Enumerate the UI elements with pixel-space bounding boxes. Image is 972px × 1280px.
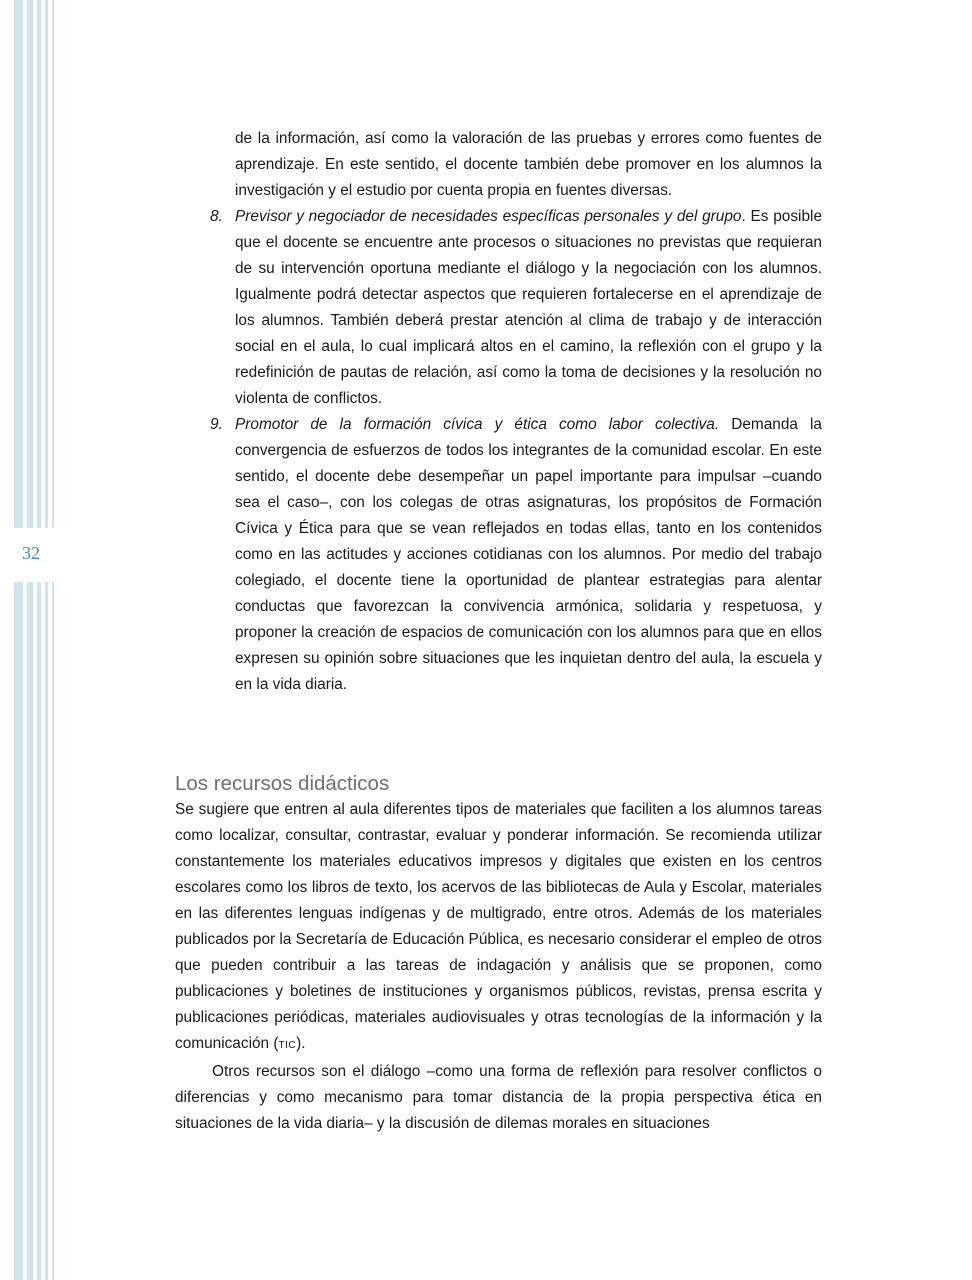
list-item-body (235, 412, 822, 698)
list-item-body (235, 204, 822, 412)
list-item-lead: Previsor y negociador de necesidades específicas personales y del grupo (235, 208, 742, 225)
page-number: 32 (22, 543, 40, 563)
margin-stripe (27, 0, 33, 1280)
page-content (175, 126, 822, 1137)
list-item-text: Demanda la convergencia de esfuerzos de todos los integrantes de la comunidad escolar. En este sentido, el docente debe desempeñar un papel importante para impulsar –cuando sea el caso–, con los colegas de otras asignaturas, los propósitos de Formación Cívica y Ética para que se vean reflejados en todas ellas, tanto en los contenidos como en las actitudes y acciones cotidianas con los alumnos. Por medio del trabajo colegiado, el docente tiene la oportunidad de plantear estrategias para alentar conductas que favorezcan la convivencia armónica, solidaria y respetuosa, y proponer la creación de espacios de comunicación con los alumnos para que en ellos expresen su opinión sobre situaciones que les inquietan dentro del aula, la escuela y en la vida diaria. (235, 416, 822, 693)
body-paragraph-2: Otros recursos son el diálogo –como una forma de reflexión para resolver conflictos o diferencias y como mecanismo para tomar distancia de la propia perspectiva ética en situaciones de la vida diaria– y la discusión de dilemas morales en situaciones (175, 1063, 822, 1132)
margin-stripe (45, 0, 48, 1280)
list-item-number: 8. (210, 208, 223, 225)
list-item-text: . Es posible que el docente se encuentre ante procesos o situaciones no previstas que requieran de su intervención oportuna mediante el diálogo y la negociación con los alumnos. Igualmente podrá detectar aspectos que requieren fortalecerse en el aprendizaje de los alumnos. También deberá prestar atención al clima de trabajo y de interacción social en el aula, lo cual implicará altos en el camino, la reflexión con el grupo y la redefinición de pautas de relación, así como la toma de decisiones y la resolución no violenta de conflictos. (235, 208, 823, 407)
margin-stripe (14, 0, 23, 1280)
body-paragraph-1 (175, 797, 822, 1059)
list-continuation: de la información, así como la valoración de las pruebas y errores como fuentes de aprendizaje. En este sentido, el docente también debe promover en los alumnos la investigación y el estudio por cuenta propia en fuentes diversas. (235, 130, 822, 199)
list-item-9 (210, 412, 822, 698)
list-item-8 (210, 204, 823, 412)
list-item-lead: Promotor de la formación cívica y ética como labor colectiva. (235, 416, 720, 433)
margin-stripe (52, 0, 54, 1280)
margin-stripe (37, 0, 41, 1280)
paragraph-end: ). (296, 1035, 306, 1052)
paragraph-text: Se sugiere que entren al aula diferentes tipos de materiales que faciliten a los alumnos tareas como localizar, consultar, contrastar, evaluar y ponderar información. Se recomienda utilizar constantemente los materiales educativos impresos y digitales que existen en los centros escolares como los libros de texto, los acervos de las bibliotecas de Aula y Escolar, materiales en las diferentes lenguas indígenas y de multigrado, entre otros. Además de los materiales publicados por la Secretaría de Educación Pública, es necesario considerar el empleo de otros que pueden contribuir a las tareas de indagación y análisis que se proponen, como publicaciones y boletines de instituciones y organismos públicos, revistas, prensa escrita y publicaciones periódicas, materiales audiovisuales y otras tecnologías de la información y la comunicación ( (175, 801, 822, 1052)
section-heading: Los recursos didácticos (175, 772, 390, 795)
list-item-number: 9. (210, 416, 223, 433)
abbreviation-tic: TIC (278, 1040, 297, 1051)
left-margin-stripes (0, 0, 60, 1280)
